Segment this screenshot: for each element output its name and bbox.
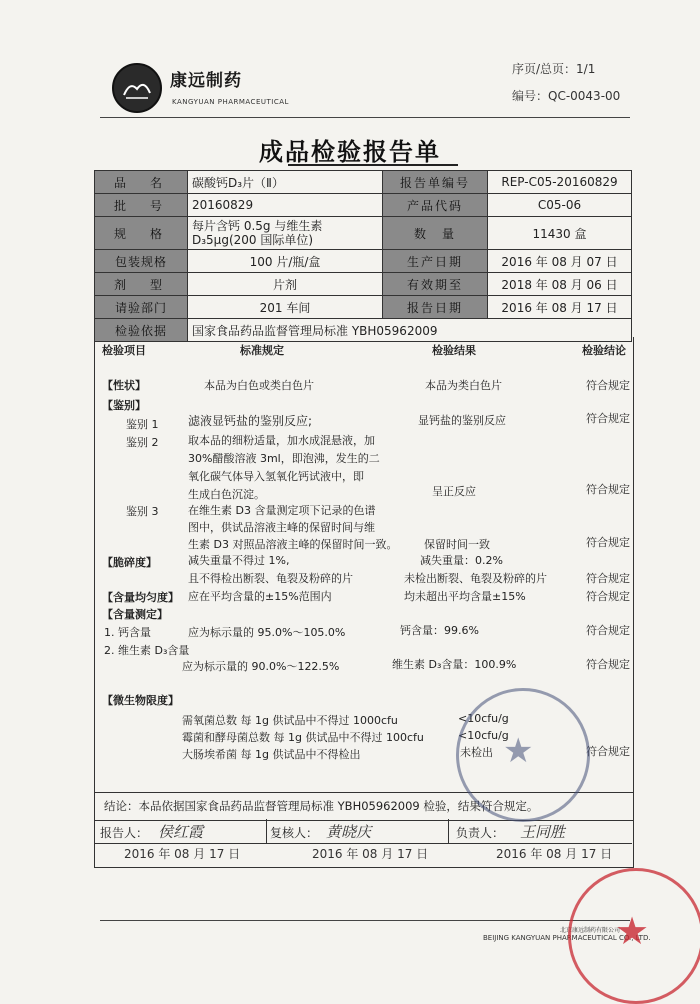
footer-company-en: BEIJING KANGYUAN PHARMACEUTICAL CO., LTD. bbox=[483, 934, 651, 942]
report-date-value: 2016 年 08 月 17 日 bbox=[488, 296, 632, 319]
ident3-result: 保留时间一致 bbox=[424, 538, 490, 551]
friability-result-2: 未检出断裂、龟裂及粉碎的片 bbox=[404, 572, 547, 585]
micro-ecoli-standard: 大肠埃希菌 每 1g 供试品中不得检出 bbox=[182, 748, 361, 761]
spec-value: 每片含钙 0.5g 与维生素 D₃5μg(200 国际单位) bbox=[188, 217, 383, 250]
ident2-result: 呈正反应 bbox=[432, 485, 476, 498]
ident3-conclusion: 符合规定 bbox=[586, 536, 630, 549]
product-name-label: 品 名 bbox=[95, 171, 188, 194]
document-number: 编号：QC-0043-00 bbox=[512, 89, 621, 103]
reviewer-label: 复核人： bbox=[270, 826, 319, 840]
col-header-result: 检验结果 bbox=[432, 344, 476, 357]
report-date-label: 报告日期 bbox=[383, 296, 488, 319]
product-code-label: 产品代码 bbox=[383, 194, 488, 217]
friability-standard-1: 减失重量不得过 1%, bbox=[188, 554, 290, 567]
form-value: 片剂 bbox=[188, 273, 383, 296]
calcium-result: 钙含量：99.6% bbox=[400, 624, 479, 637]
appearance-conclusion: 符合规定 bbox=[586, 379, 630, 392]
reporter-signature: 侯红霞 bbox=[158, 823, 204, 841]
conclusion-text: 结论：本品依据国家食品药品监督管理局标准 YBH05962009 检验，结果符合规定。 bbox=[104, 799, 539, 813]
dept-label: 请验部门 bbox=[95, 296, 188, 319]
page-number: 序页/总页：1/1 bbox=[512, 62, 596, 76]
micro-section: 【微生物限度】 bbox=[102, 694, 179, 707]
ident1-name: 鉴别 1 bbox=[126, 418, 159, 431]
basis-value: 国家食品药品监督管理局标准 YBH05962009 bbox=[188, 319, 632, 342]
ident2-name: 鉴别 2 bbox=[126, 436, 159, 449]
batch-value: 20160829 bbox=[188, 194, 383, 217]
calcium-name: 1. 钙含量 bbox=[104, 626, 151, 639]
manager-label: 负责人： bbox=[456, 826, 505, 840]
ident1-conclusion: 符合规定 bbox=[586, 412, 630, 425]
vitd-name: 2. 维生素 D₃含量 bbox=[104, 644, 190, 657]
reviewer-signature: 黄晓庆 bbox=[326, 823, 372, 841]
micro-mold-standard: 霉菌和酵母菌总数 每 1g 供试品中不得过 100cfu bbox=[182, 731, 424, 744]
friability-conclusion: 符合规定 bbox=[586, 572, 630, 585]
reporter-label: 报告人： bbox=[100, 826, 149, 840]
uniformity-standard: 应在平均含量的±15%范围内 bbox=[188, 590, 332, 603]
table-row bbox=[95, 194, 632, 217]
micro-aerobic-standard: 需氧菌总数 每 1g 供试品中不得过 1000cfu bbox=[182, 714, 398, 727]
calcium-standard: 应为标示量的 95.0%～105.0% bbox=[188, 626, 346, 639]
product-code-value: C05-06 bbox=[488, 194, 632, 217]
package-label: 包装规格 bbox=[95, 250, 188, 273]
prod-date-value: 2016 年 08 月 07 日 bbox=[488, 250, 632, 273]
micro-mold-result: <10cfu/g bbox=[458, 729, 509, 742]
uniformity-section: 【含量均匀度】 bbox=[102, 591, 179, 604]
logo-emblem-icon bbox=[122, 75, 152, 101]
micro-aerobic-result: <10cfu/g bbox=[458, 712, 509, 725]
company-stamp bbox=[568, 868, 700, 1004]
ident2-standard-line2: 30%醋酸溶液 3ml，即泡沸，发生的二 bbox=[188, 452, 380, 465]
report-no-label: 报告单编号 bbox=[383, 171, 488, 194]
ident1-result: 显钙盐的鉴别反应 bbox=[418, 414, 506, 427]
quantity-label: 数 量 bbox=[383, 217, 488, 250]
uniformity-conclusion: 符合规定 bbox=[586, 590, 630, 603]
manager-signature: 王同胜 bbox=[520, 823, 566, 841]
col-header-standard: 标准规定 bbox=[240, 344, 284, 357]
expiry-label: 有效期至 bbox=[383, 273, 488, 296]
report-no-value: REP-C05-20160829 bbox=[488, 171, 632, 194]
company-name: 康远制药 bbox=[170, 71, 242, 91]
signature-divider bbox=[94, 843, 632, 844]
batch-label: 批 号 bbox=[95, 194, 188, 217]
calcium-conclusion: 符合规定 bbox=[586, 624, 630, 637]
product-name-value: 碳酸钙D₃片（Ⅱ） bbox=[188, 171, 383, 194]
micro-conclusion: 符合规定 bbox=[586, 745, 630, 758]
vitd-conclusion: 符合规定 bbox=[586, 658, 630, 671]
star-icon: ★ bbox=[615, 909, 650, 953]
table-row bbox=[95, 171, 632, 194]
appearance-section: 【性状】 bbox=[102, 379, 146, 392]
footer-company-cn: 北京康远制药有限公司 bbox=[560, 927, 621, 934]
company-name-en: KANGYUAN PHARMACEUTICAL bbox=[172, 98, 289, 106]
form-label: 剂 型 bbox=[95, 273, 188, 296]
ident2-standard-line4: 生成白色沉淀。 bbox=[188, 488, 265, 501]
manager-date: 2016 年 08 月 17 日 bbox=[496, 847, 613, 861]
qc-stamp bbox=[456, 688, 590, 822]
table-row bbox=[95, 217, 632, 250]
basis-label: 检验依据 bbox=[95, 319, 188, 342]
appearance-result: 本品为类白色片 bbox=[425, 379, 502, 392]
friability-standard-2: 且不得检出断裂、龟裂及粉碎的片 bbox=[188, 572, 353, 585]
ident2-standard-line1: 取本品的细粉适量，加水成混悬液，加 bbox=[188, 434, 375, 447]
product-info-table bbox=[94, 170, 632, 342]
ident3-standard-line2: 图中，供试品溶液主峰的保留时间与维 bbox=[188, 521, 375, 534]
quantity-value: 11430 盒 bbox=[488, 217, 632, 250]
col-header-item: 检验项目 bbox=[102, 344, 146, 357]
footer-divider bbox=[100, 920, 630, 921]
micro-ecoli-result: 未检出 bbox=[460, 746, 493, 759]
star-icon: ★ bbox=[503, 731, 534, 771]
expiry-value: 2018 年 08 月 06 日 bbox=[488, 273, 632, 296]
appearance-standard: 本品为白色或类白色片 bbox=[204, 379, 314, 392]
ident3-standard-line1: 在维生素 D3 含量测定项下记录的色谱 bbox=[188, 504, 376, 517]
ident3-standard-line3: 生素 D3 对照品溶液主峰的保留时间一致。 bbox=[188, 538, 398, 551]
ident1-standard: 滤液显钙盐的鉴别反应; bbox=[188, 414, 313, 428]
reporter-date: 2016 年 08 月 17 日 bbox=[124, 847, 241, 861]
package-value: 100 片/瓶/盒 bbox=[188, 250, 383, 273]
dept-value: 201 车间 bbox=[188, 296, 383, 319]
page-title: 成品检验报告单 bbox=[259, 138, 441, 166]
title-underline bbox=[288, 164, 458, 166]
uniformity-result: 均未超出平均含量±15% bbox=[404, 590, 526, 603]
ident2-conclusion: 符合规定 bbox=[586, 483, 630, 496]
assay-section: 【含量测定】 bbox=[102, 608, 168, 621]
table-row bbox=[95, 296, 632, 319]
table-row bbox=[95, 273, 632, 296]
header-divider bbox=[100, 117, 630, 118]
vitd-standard: 应为标示量的 90.0%～122.5% bbox=[182, 660, 340, 673]
spec-label: 规 格 bbox=[95, 217, 188, 250]
friability-section: 【脆碎度】 bbox=[102, 556, 157, 569]
vitd-result: 维生素 D₃含量：100.9% bbox=[392, 658, 517, 671]
company-logo bbox=[112, 63, 162, 113]
col-header-conclusion: 检验结论 bbox=[582, 344, 626, 357]
identification-section: 【鉴别】 bbox=[102, 399, 146, 412]
reviewer-date: 2016 年 08 月 17 日 bbox=[312, 847, 429, 861]
table-row bbox=[95, 250, 632, 273]
ident2-standard-line3: 氧化碳气体导入氢氧化钙试液中，即 bbox=[188, 470, 364, 483]
prod-date-label: 生产日期 bbox=[383, 250, 488, 273]
ident3-name: 鉴别 3 bbox=[126, 505, 159, 518]
friability-result-1: 减失重量：0.2% bbox=[420, 554, 503, 567]
